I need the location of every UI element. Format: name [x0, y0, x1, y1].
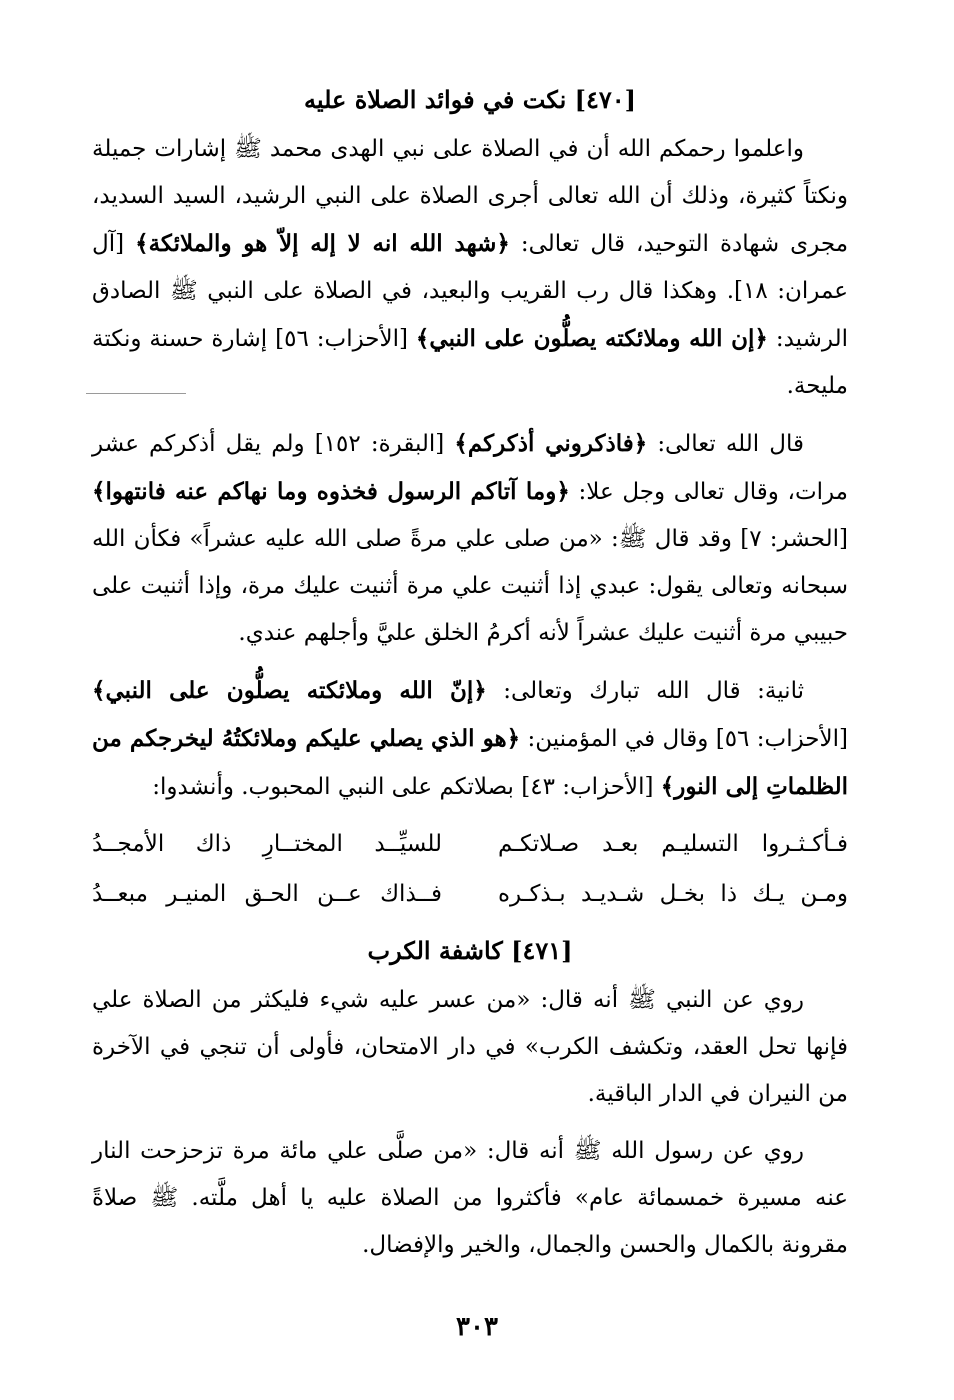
section-heading-471: [٤٧١] كاشفة الكرب	[367, 936, 573, 965]
quran-verse: ﴿فاذكروني أذكركم﴾	[454, 430, 648, 457]
paragraph-470-3	[92, 667, 848, 811]
quran-verse: ﴿هو الذي يصلي عليكم وملائكتُهُ ليخرجكم من الظلماتِ إلى النور﴾	[92, 725, 848, 800]
poem-line	[92, 871, 848, 917]
paragraph-text: [الأحزاب: ٥٦] إشارة حسنة ونكتة مليحة.	[92, 326, 848, 399]
poem-hemistich-second: للسيِّــد المختــارِ ذاك الأمجــدُ	[92, 831, 442, 857]
paragraph-text: [الحشر: ٧] وقد قال ﷺ: «من صلى علي مرةً صلى الله عليه عشراً» فكأن الله سبحانه وتعالى يقول: عبدي إذا أثنيت علي مرة أثنيت عليك مرة، وإذا أثنيت على حبيبي مرة أثنيت عليك عشراً لأنه أكرمُ الخلق عليَّ وأجلهم عندي.	[92, 526, 848, 646]
paragraph-text: [البقرة: ١٥٢] ولم يقل أذكركم عشر مرات، وقال تعالى وجل علا:	[92, 431, 849, 505]
poem-hemistich-first: ومـن يـك ذا بخـل شـديـد بـذكـره	[498, 881, 848, 907]
poem	[92, 821, 848, 917]
quran-verse: ﴿وما آتاكم الرسول فخذوه وما نهاكم عنه فانتهوا﴾	[92, 478, 570, 505]
paragraph-471-1	[92, 977, 848, 1118]
paragraph-text: روي عن النبي ﷺ أنه قال: «من عسر عليه شيء فليكثر من الصلاة علي فإنها تحل العقد، وتكشف الكرب» في دار الامتحان، فأولى أن تنجي في الآخرة من النيران في الدار الباقية.	[92, 987, 848, 1107]
paragraph-470-2	[92, 420, 848, 657]
paragraph-text: واعلموا رحمكم الله أن في الصلاة على نبي الهدى محمد ﷺ إشارات جميلة ونكتاً كثيرة، وذلك أن الله تعالى أجرى الصلاة على النبي الرشيد، السيد السديد، مجرى شهادة التوحيد، قال تعالى:	[92, 136, 849, 257]
paragraph-text: [آل عمران: ١٨]. وهكذا قال رب القريب والبعيد، في الصلاة على النبي ﷺ الصادق الرشيد:	[92, 231, 848, 352]
scan-artifact-line	[86, 393, 186, 394]
section-heading-470: [٤٧٠] نكت في فوائد الصلاة عليه	[303, 85, 637, 114]
paragraph-text: [الأحزاب: ٤٣] بصلاتكم على النبي المحبوب. وأنشدوا:	[152, 774, 661, 800]
poem-line	[92, 821, 848, 867]
poem-hemistich-second: فــذاك عــن الحـق المنيـر مبعــدُ	[92, 881, 442, 907]
poem-hemistich-first: فـأكـثـروا التسليـم بعـد صـلاتكـم	[498, 831, 848, 857]
paragraph-470-1	[92, 126, 848, 410]
paragraph-text: [الأحزاب: ٥٦] وقال في المؤمنين:	[520, 726, 848, 752]
quran-verse: ﴿شهد الله انه لا إله إلاّ هو والملائكة﴾	[135, 230, 510, 257]
paragraph-text: ثانية: قال الله تبارك وتعالى:	[486, 678, 804, 704]
page-number: ٣٠٣	[456, 1312, 498, 1342]
paragraph-471-2	[92, 1128, 848, 1269]
quran-verse: ﴿إنّ الله وملائكته يصلُّون على النبي﴾	[92, 677, 487, 704]
paragraph-text: قال الله تعالى:	[647, 431, 804, 457]
quran-verse: ﴿إن الله وملائكته يصلُّون على النبي﴾	[415, 325, 768, 352]
paragraph-text: روي عن رسول الله ﷺ أنه قال: «من صلَّى علي مائة مرة تزحزحت النار عنه مسيرة خمسمائة عام» فأكثروا من الصلاة عليه يا أهل ملَّته. ﷺ صلاةً مقرونة بالكمال والحسن والجمال، والخير والإفضال.	[92, 1138, 848, 1258]
page-body	[92, 80, 848, 1279]
